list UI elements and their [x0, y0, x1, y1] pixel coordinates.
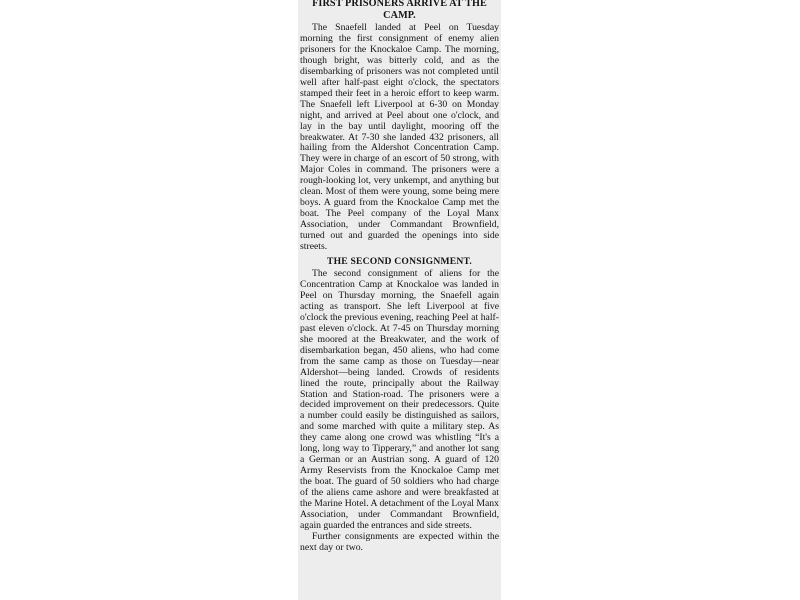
article-headline: FIRST PRISONERS ARRIVE AT THE CAMP.	[312, 0, 487, 21]
article-subheading: THE SECOND CONSIGNMENT.	[327, 256, 472, 268]
second-article-body	[300, 269, 499, 554]
article-body	[300, 23, 499, 253]
newspaper-column	[298, 0, 501, 600]
article-paragraph: Further consignments are expected within the next day or two.	[300, 530, 499, 553]
article-paragraph: The second consignment of aliens for the Concentration Camp at Knockaloe was landed in Peel on Thursday morning, the Snaefell again acting as transport. She left Liverpool at five o'clock the previous evening, reaching Peel at half-past eleven o'clock. At 7-45 on Thursday morning she moored at the Breakwater, and the work of disembarkation began, 450 aliens, who had come from the same camp as those on Tuesday—near Aldershot—being landed. Crowds of residents lined the route, principally about the Railway Station and Station-road. The prisoners were a decided improvement on their predecessors. Quite a number could easily be distinguished as sailors, and some marched with quite a military step. As they came along one crowd was whistling “It's a long, long way to Tipperary,” and another lot sang a German or an Austrian song. A guard of 120 Army Reservists from the Knockaloe Camp met the boat. The guard of 50 soldiers who had charge of the aliens came ashore and were breakfasted at the Marine Hotel. A detachment of the Loyal Manx Association, under Commandant Brownfield, again guarded the entrances and side streets.	[300, 268, 499, 531]
article-paragraph: The Snaefell landed at Peel on Tuesday morning the first consignment of enemy alien prisoners for the Knockaloe Camp. The morning, though bright, was bitterly cold, and as the disembarking of prisoners was not completed until well after half-past eight o'clock, the spectators stamped their feet in a heroic effort to keep warm. The Snaefell left Liverpool at 6-30 on Monday night, and arrived at Peel about one o'clock, and lay in the bay until daylight, mooring off the breakwater. At 7-30 she landed 432 prisoners, all hailing from the Aldershot Concentration Camp. They were in charge of an escort of 50 strong, with Major Coles in command. The prisoners were a rough-looking lot, very unkempt, and anything but clean. Most of them were young, some being mere boys. A guard from the Knockaloe Camp met the boat. The Peel company of the Loyal Manx Association, under Commandant Brownfield, turned out and guarded the openings into side streets.	[300, 22, 499, 253]
